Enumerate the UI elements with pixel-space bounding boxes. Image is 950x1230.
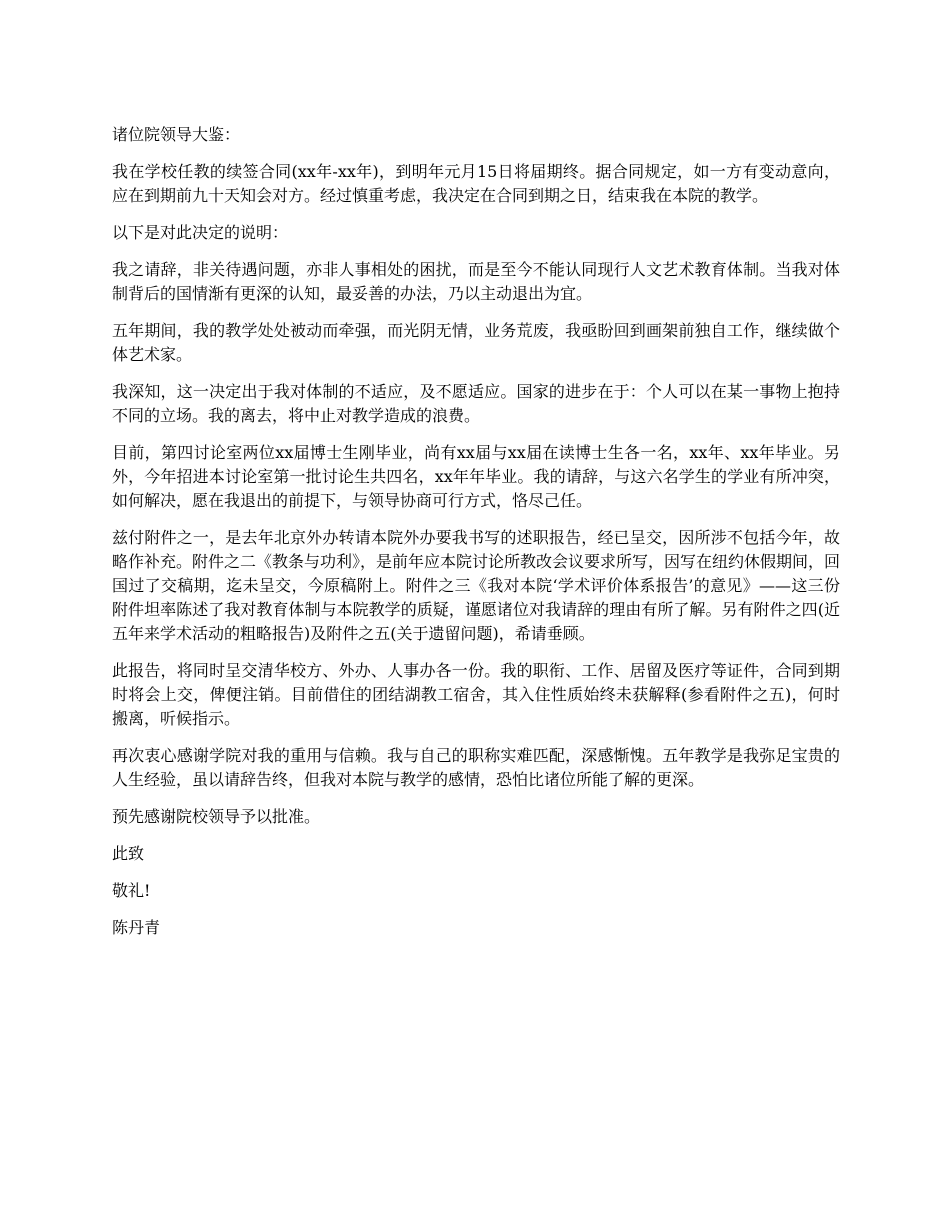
paragraph-attachments: 兹付附件之一，是去年北京外办转请本院外办要我书写的述职报告，经已呈交，因所涉不包括今年，故略作补充。附件之二《教条与功利》，是前年应本院讨论所教改会议要求所写，因写在纽约休假期间，回国过了交稿期，迄未呈交，今原稿附上。附件之三《我对本院‘学术评价体系报告’的意见》——这三份附件坦率陈述了我对教育体制与本院教学的质疑，谨愿诸位对我请辞的理由有所了解。另有附件之四(近五年来学术活动的粗略报告)及附件之五(关于遗留问题)，希请垂顾。 xyxy=(112,528,841,643)
closing-jingli: 敬礼! xyxy=(112,881,151,900)
letter-body xyxy=(112,123,840,953)
salutation: 诸位院领导大鉴： xyxy=(112,125,241,144)
paragraph-students: 目前，第四讨论室两位xx届博士生刚毕业，尚有xx届与xx届在读博士生各一名，xx年、xx年毕业。另外，今年招进本讨论室第一批讨论生共四名，xx年年毕业。我的请辞，与这六名学生的学业有所冲突，如何解决，愿在我退出的前提下，与领导协商可行方式，恪尽己任。 xyxy=(112,443,840,510)
paragraph-five-years: 五年期间，我的教学处处被动而牵强，而光阴无情，业务荒废，我亟盼回到画架前独自工作，继续做个体艺术家。 xyxy=(112,321,840,364)
signature: 陈丹青 xyxy=(112,918,161,937)
paragraph-thanks: 再次衷心感谢学院对我的重用与信赖。我与自己的职称实难匹配，深感惭愧。五年教学是我弥足宝贵的人生经验，虽以请辞告终，但我对本院与教学的感情，恐怕比诸位所能了解的更深。 xyxy=(112,746,840,789)
paragraph-contract: 我在学校任教的续签合同(xx年-xx年)，到明年元月15日将届期终。据合同规定，如一方有变动意向，应在到期前九十天知会对方。经过慎重考虑，我决定在合同到期之日，结束我在本院的教学。 xyxy=(112,162,840,205)
paragraph-report-copies: 此报告，将同时呈交清华校方、外办、人事办各一份。我的职衔、工作、居留及医疗等证件，合同到期时将会上交，俾便注销。目前借住的团结湖教工宿舍，其入住性质始终未获解释(参看附件之五)，何时搬离，听候指示。 xyxy=(112,661,840,728)
closing-cizhi: 此致 xyxy=(112,844,145,863)
paragraph-reason: 我之请辞，非关待遇问题，亦非人事相处的困扰，而是至今不能认同现行人文艺术教育体制。当我对体制背后的国情渐有更深的认知，最妥善的办法，乃以主动退出为宜。 xyxy=(112,260,840,303)
paragraph-awareness: 我深知，这一决定出于我对体制的不适应，及不愿适应。国家的进步在于：个人可以在某一事物上抱持不同的立场。我的离去，将中止对教学造成的浪费。 xyxy=(112,382,840,425)
paragraph-explanation-intro: 以下是对此决定的说明： xyxy=(112,223,289,242)
paragraph-approval: 预先感谢院校领导予以批准。 xyxy=(112,807,321,826)
